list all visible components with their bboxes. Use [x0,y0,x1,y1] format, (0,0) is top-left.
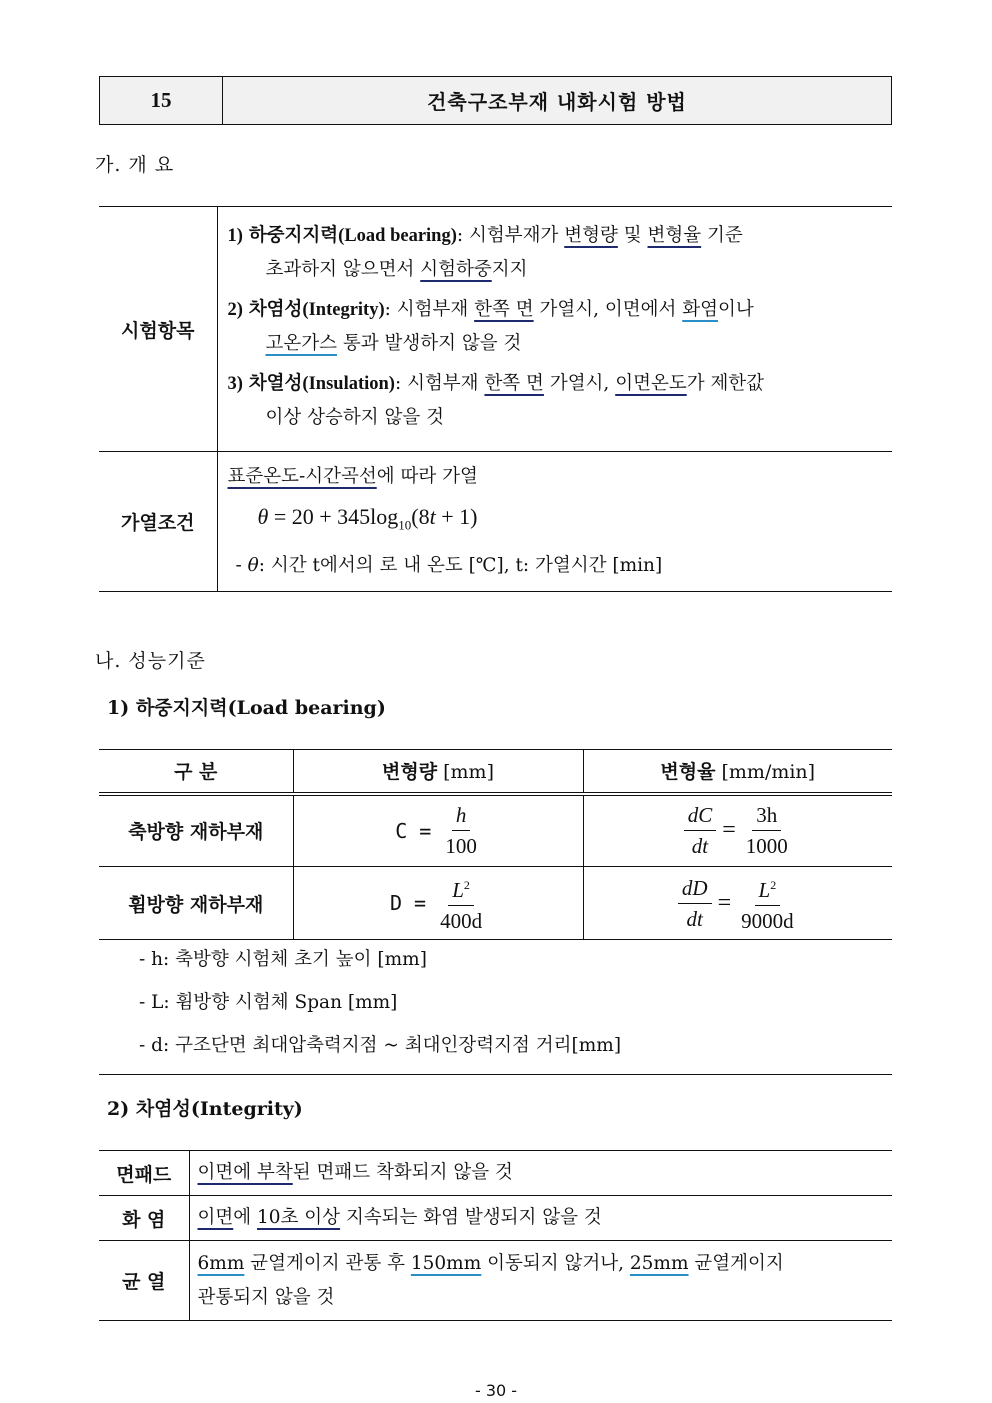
formula-text: (8 [411,504,430,530]
table-row-test-items [99,207,892,452]
text: 이동되지 않거나, [481,1252,630,1274]
underlined-term: 150mm [410,1252,482,1274]
fraction [678,875,712,932]
underlined-term: 고온가스 [265,333,337,354]
fraction [737,872,798,934]
table-row-cotton-pad [99,1151,892,1196]
item-number: 2) [227,300,243,320]
header-unit: [mm/min] [715,761,816,784]
item-term: 차염성(Integrity) [248,300,385,320]
text: 초과하지 않으면서 [265,259,421,280]
item-term: 차열성(Insulation) [248,374,395,394]
denominator: 400d [440,909,483,933]
numerator: dC [687,803,713,828]
row-label: 시험항목 [99,207,217,452]
text: 기준 [701,225,743,246]
header-text: 구 분 [174,761,218,784]
underlined-term: 한쪽 면 [484,373,544,394]
row-label: 균 열 [99,1241,189,1321]
row-label: 가열조건 [99,452,217,592]
col-header-category [99,750,293,794]
heating-formula [228,494,885,548]
text: 이상 상승하지 않을 것 [265,407,444,428]
row-label: 화 염 [99,1196,189,1241]
text: : 시험부재가 [456,225,565,246]
formula-subscript: 10 [398,517,412,533]
heading-load-bearing: 1) 하중지지력(Load bearing) [107,697,386,719]
underlined-term: 이면온도 [615,373,687,394]
text: 통과 발생하지 않을 것 [336,333,522,354]
table-row-flame [99,1196,892,1241]
row-value [189,1196,892,1241]
table-row-crack [99,1241,892,1321]
note-h: - h: 축방향 시험체 초기 높이 [mm] [139,949,427,970]
underlined-term: 변형량 [564,225,618,246]
formula-note [228,549,885,583]
text: 이나 [717,299,754,320]
text: 가 제한값 [686,373,765,394]
exponent: 2 [770,878,777,892]
header-text: 변형량 [382,761,438,784]
list-item-insulation [228,367,885,435]
section-title-box [99,76,892,125]
fraction [742,802,792,859]
row-value [189,1241,892,1321]
row-label: 축방향 재하부재 [99,794,293,867]
formula-symbol: θ [257,504,269,530]
text: 및 [617,225,648,246]
formula-symbol: t [429,504,436,530]
item-number: 3) [227,374,243,394]
col-header-deformation [293,750,583,794]
underlined-term: 이면 [197,1207,234,1228]
heading-overview: 가. 개 요 [95,154,175,176]
list-item-load-bearing [228,219,885,287]
formula-symbol: θ [247,554,259,576]
underlined-term: 10초 이상 [257,1207,341,1228]
note-l: - L: 휨방향 시험체 Span [mm] [139,992,398,1013]
text: 지속되는 화염 발생되지 않을 것 [340,1207,602,1228]
deformation-formula [293,794,583,867]
text: : 시간 t에서의 로 내 온도 [℃], t: 가열시간 [min] [258,554,663,576]
header-unit: [mm] [437,761,494,784]
deformation-rate-formula [583,794,892,867]
text: : 시험부재 [394,373,485,394]
fraction [441,802,481,859]
section-number: 15 [100,77,223,124]
fraction [436,872,486,934]
load-bearing-table [99,749,892,940]
formula-text: + 1) [435,504,478,530]
text: 지지 [491,259,528,280]
text: : 시험부재 [384,299,475,320]
numerator: dD [681,875,708,900]
formula-lhs: C = [395,818,432,843]
item-number: 1) [227,226,243,246]
text: 균열게이지 [688,1252,784,1274]
underlined-term: 시험하중 [420,259,492,280]
table-row-heating-conditions [99,452,892,592]
formula-text: = 20 + 345log [268,504,399,530]
text: 가열시, 이면에서 [533,299,683,320]
underlined-term: 6mm [197,1252,245,1274]
heading-performance-criteria: 나. 성능기준 [95,650,206,672]
underlined-term: 표준온도-시간곡선 [227,466,377,488]
numerator: L [758,878,771,902]
note-d: - d: 구조단면 최대압축력지점 ~ 최대인장력지점 거리[mm] [139,1035,622,1056]
numerator: h [455,803,467,828]
denominator: 1000 [745,834,788,859]
underlined-term: 이면에 부착 [197,1162,293,1183]
denominator: dt [686,906,703,931]
equals-sign: = [717,889,732,916]
denominator: 100 [445,834,477,859]
item-term: 하중지지력(Load bearing) [248,226,457,246]
header-text: 변형율 [660,761,716,784]
integrity-table [99,1150,892,1321]
section-title: 건축구조부재 내화시험 방법 [427,90,687,114]
underlined-term: 변형율 [647,225,702,246]
text: 관통되지 않을 것 [197,1286,335,1308]
row-label: 면패드 [99,1151,189,1196]
list-item-integrity [228,293,885,361]
text: 에 [233,1207,258,1228]
row-value [189,1151,892,1196]
denominator: 9000d [741,909,794,933]
heading-integrity: 2) 차염성(Integrity) [107,1098,303,1120]
page-number: - 30 - [474,1381,518,1400]
overview-table [99,206,892,592]
table-row [99,794,892,867]
numerator: L [452,878,464,902]
row-content [217,207,892,452]
text: 가열시, [543,373,616,394]
row-content [217,452,892,592]
formula-lhs: D = [389,891,427,915]
col-header-deformation-rate [583,750,892,794]
denominator: dt [691,834,709,859]
fraction [684,802,717,859]
deformation-formula [293,867,583,940]
row-label: 휨방향 재하부재 [99,867,293,940]
table-header-row [99,750,892,794]
exponent: 2 [463,878,470,892]
text: 된 면패드 착화되지 않을 것 [292,1162,513,1183]
text: 에 따라 가열 [376,466,478,488]
deformation-rate-formula [583,867,892,940]
underlined-term: 화염 [682,299,718,320]
text: - [235,554,248,576]
equals-sign: = [722,817,736,844]
text: 균열게이지 관통 후 [244,1252,411,1274]
underlined-term: 한쪽 면 [474,299,534,320]
underlined-term: 25mm [629,1252,689,1274]
numerator: 3h [752,802,781,831]
variable-notes [99,941,892,1075]
table-row [99,867,892,940]
